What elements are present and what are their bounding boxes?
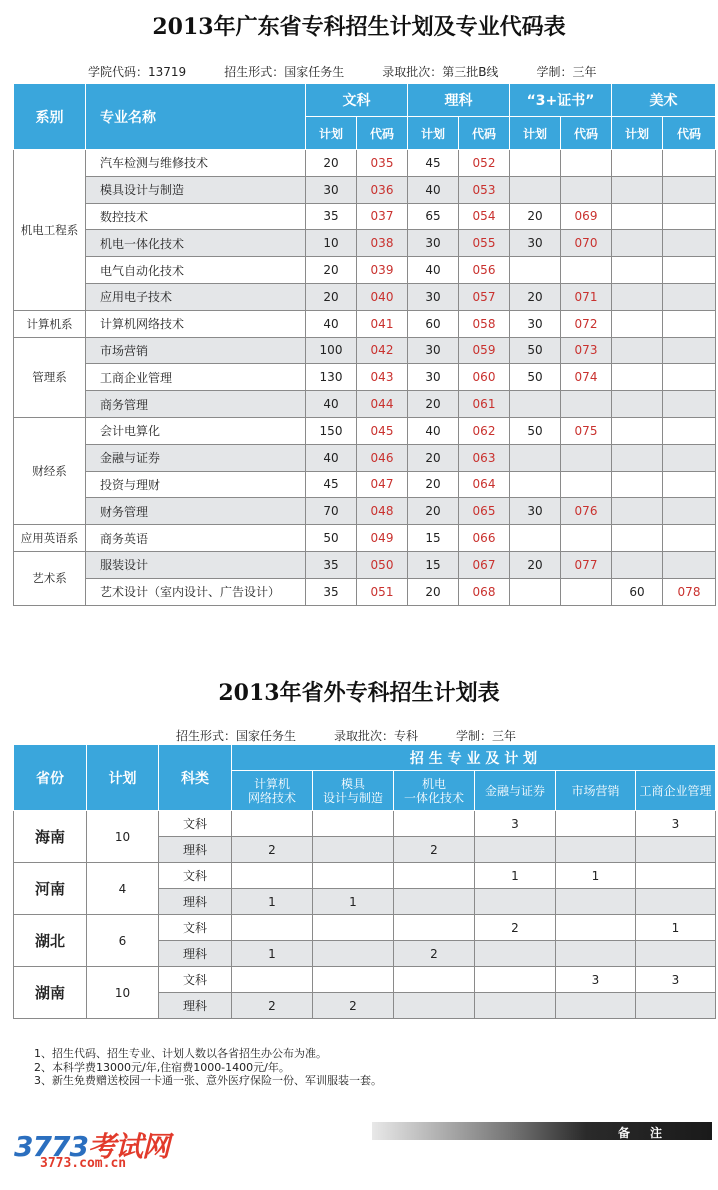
code-cell: 076 — [561, 498, 612, 525]
count-cell — [313, 967, 394, 993]
plan-cell: 30 — [408, 230, 459, 257]
code-cell: 042 — [357, 337, 408, 364]
code-cell — [663, 498, 716, 525]
plan-cell: 20 — [306, 150, 357, 177]
plan-cell — [510, 150, 561, 177]
code-cell — [663, 257, 716, 284]
count-cell: 2 — [394, 837, 475, 863]
header-prov: 省份 — [14, 745, 87, 811]
table-row — [14, 811, 716, 837]
header-code: 代码 — [561, 117, 612, 150]
count-cell — [636, 889, 716, 915]
code-cell: 044 — [357, 391, 408, 418]
plan-cell: 100 — [306, 337, 357, 364]
header-major — [313, 771, 394, 811]
note-line: 1、招生代码、招生专业、计划人数以各省招生办公布为准。 — [34, 1047, 327, 1060]
major-name: 电气自动化技术 — [86, 257, 306, 284]
code-cell: 078 — [663, 578, 716, 605]
plan-cell: 50 — [510, 337, 561, 364]
logo-text: 考试网 — [87, 1130, 169, 1163]
count-cell: 3 — [556, 967, 636, 993]
kind-cell: 文科 — [159, 811, 232, 837]
code-cell: 049 — [357, 525, 408, 552]
meta-guangdong — [88, 63, 634, 80]
major-name: 财务管理 — [86, 498, 306, 525]
plan-cell: 40 — [408, 176, 459, 203]
major-name: 模具设计与制造 — [86, 176, 306, 203]
plan-cell: 45 — [408, 150, 459, 177]
count-cell — [556, 837, 636, 863]
plan-cell: 30 — [408, 283, 459, 310]
plan-cell: 50 — [510, 364, 561, 391]
plan-cell — [510, 525, 561, 552]
count-cell — [232, 967, 313, 993]
plan-cell — [510, 176, 561, 203]
table-row — [14, 525, 716, 552]
plan-cell: 35 — [306, 551, 357, 578]
plan-cell: 30 — [306, 176, 357, 203]
count-cell — [556, 993, 636, 1019]
province-cell: 湖南 — [14, 967, 87, 1019]
plan-cell — [612, 257, 663, 284]
meta-item: 录取批次：第三批B线 — [382, 65, 499, 79]
header-code: 代码 — [663, 117, 716, 150]
plan-total-cell: 10 — [87, 967, 159, 1019]
plan-cell — [510, 391, 561, 418]
plan-cell: 20 — [306, 283, 357, 310]
header-group-cert: “3+证书” — [510, 84, 612, 117]
count-cell — [394, 889, 475, 915]
plan-cell: 40 — [408, 257, 459, 284]
count-cell: 2 — [232, 837, 313, 863]
count-cell: 1 — [636, 915, 716, 941]
code-cell — [663, 417, 716, 444]
code-cell: 062 — [459, 417, 510, 444]
header-major: 专业名称 — [86, 84, 306, 150]
code-cell: 039 — [357, 257, 408, 284]
header-group-art: 美术 — [612, 84, 716, 117]
kind-cell: 文科 — [159, 915, 232, 941]
table-row — [14, 417, 716, 444]
count-cell — [313, 941, 394, 967]
count-cell: 3 — [636, 811, 716, 837]
plan-cell: 30 — [408, 337, 459, 364]
count-cell — [475, 889, 556, 915]
count-cell: 3 — [475, 811, 556, 837]
code-cell — [561, 176, 612, 203]
code-cell: 043 — [357, 364, 408, 391]
plan-cell: 40 — [306, 444, 357, 471]
count-cell — [232, 811, 313, 837]
code-cell: 053 — [459, 176, 510, 203]
plan-total-cell: 4 — [87, 863, 159, 915]
count-cell — [313, 863, 394, 889]
code-cell — [663, 203, 716, 230]
dept-cell: 计算机系 — [14, 310, 86, 337]
count-cell: 1 — [556, 863, 636, 889]
plan-cell — [612, 498, 663, 525]
count-cell: 2 — [313, 993, 394, 1019]
count-cell — [556, 941, 636, 967]
code-cell — [561, 444, 612, 471]
header-major-line: 市场营销 — [571, 783, 620, 798]
province-cell: 河南 — [14, 863, 87, 915]
code-cell: 074 — [561, 364, 612, 391]
code-cell: 071 — [561, 283, 612, 310]
meta-outside — [176, 727, 554, 744]
plan-cell: 20 — [408, 444, 459, 471]
province-cell: 海南 — [14, 811, 87, 863]
plan-cell — [612, 337, 663, 364]
code-cell: 045 — [357, 417, 408, 444]
code-cell: 037 — [357, 203, 408, 230]
count-cell — [636, 863, 716, 889]
code-cell: 056 — [459, 257, 510, 284]
dept-cell: 管理系 — [14, 337, 86, 417]
code-cell — [663, 150, 716, 177]
code-cell: 041 — [357, 310, 408, 337]
header-plan: 计划 — [408, 117, 459, 150]
major-name: 商务管理 — [86, 391, 306, 418]
code-cell — [663, 525, 716, 552]
code-cell: 067 — [459, 551, 510, 578]
plan-cell — [510, 444, 561, 471]
code-cell: 065 — [459, 498, 510, 525]
code-cell — [663, 337, 716, 364]
plan-cell: 20 — [408, 578, 459, 605]
code-cell — [663, 444, 716, 471]
plan-cell: 65 — [408, 203, 459, 230]
table-row — [14, 578, 716, 605]
header-dept: 系别 — [14, 84, 86, 150]
code-cell: 050 — [357, 551, 408, 578]
plan-cell: 20 — [510, 551, 561, 578]
code-cell: 055 — [459, 230, 510, 257]
count-cell — [636, 941, 716, 967]
plan-cell: 30 — [510, 310, 561, 337]
code-cell: 038 — [357, 230, 408, 257]
plan-total-cell: 6 — [87, 915, 159, 967]
count-cell — [475, 967, 556, 993]
plan-cell — [612, 203, 663, 230]
meta-item: 学制：三年 — [456, 729, 517, 743]
header-major — [475, 771, 556, 811]
code-cell — [663, 391, 716, 418]
major-name: 数控技术 — [86, 203, 306, 230]
table-row — [14, 203, 716, 230]
code-cell: 052 — [459, 150, 510, 177]
plan-cell — [510, 257, 561, 284]
code-cell: 073 — [561, 337, 612, 364]
major-name: 会计电算化 — [86, 417, 306, 444]
plan-cell — [612, 283, 663, 310]
header-kind: 科类 — [159, 745, 232, 811]
title-outside: 2013年省外专科招生计划表 — [218, 680, 500, 706]
plan-cell: 50 — [510, 417, 561, 444]
count-cell: 1 — [313, 889, 394, 915]
province-cell: 湖北 — [14, 915, 87, 967]
kind-cell: 理科 — [159, 889, 232, 915]
code-cell — [663, 176, 716, 203]
plan-cell: 30 — [510, 230, 561, 257]
major-name: 金融与证券 — [86, 444, 306, 471]
dept-cell: 艺术系 — [14, 551, 86, 605]
code-cell: 047 — [357, 471, 408, 498]
major-name: 商务英语 — [86, 525, 306, 552]
count-cell — [475, 993, 556, 1019]
kind-cell: 理科 — [159, 993, 232, 1019]
header-major-line: 机电 — [421, 776, 446, 791]
major-name: 工商企业管理 — [86, 364, 306, 391]
plan-cell: 30 — [510, 498, 561, 525]
code-cell — [561, 150, 612, 177]
major-name: 市场营销 — [86, 337, 306, 364]
table-row — [14, 283, 716, 310]
code-cell: 060 — [459, 364, 510, 391]
plan-cell: 20 — [510, 203, 561, 230]
table-row — [14, 337, 716, 364]
table-row — [14, 498, 716, 525]
count-cell — [313, 811, 394, 837]
code-cell: 070 — [561, 230, 612, 257]
plan-cell — [510, 578, 561, 605]
header-group-wenke: 文科 — [306, 84, 408, 117]
header-major — [232, 771, 313, 811]
header-code: 代码 — [459, 117, 510, 150]
logo-number: 3773 — [14, 1130, 88, 1163]
plan-cell — [612, 471, 663, 498]
header-major-line: 金融与证券 — [484, 783, 545, 798]
count-cell — [394, 915, 475, 941]
code-cell — [561, 578, 612, 605]
dept-cell: 应用英语系 — [14, 525, 86, 552]
table-row — [14, 967, 716, 993]
plan-cell: 45 — [306, 471, 357, 498]
code-cell: 046 — [357, 444, 408, 471]
code-cell: 075 — [561, 417, 612, 444]
plan-cell: 20 — [510, 283, 561, 310]
code-cell: 059 — [459, 337, 510, 364]
count-cell — [313, 837, 394, 863]
plan-cell: 30 — [408, 364, 459, 391]
code-cell — [663, 310, 716, 337]
major-name: 机电一体化技术 — [86, 230, 306, 257]
code-cell — [561, 471, 612, 498]
count-cell — [313, 915, 394, 941]
table-row — [14, 150, 716, 177]
remarks-bar — [372, 1122, 712, 1140]
code-cell — [663, 471, 716, 498]
count-cell — [232, 863, 313, 889]
plan-cell — [612, 150, 663, 177]
table-row — [14, 257, 716, 284]
header-code: 代码 — [357, 117, 408, 150]
count-cell: 1 — [232, 889, 313, 915]
count-cell — [475, 837, 556, 863]
header-majors-group: 招 生 专 业 及 计 划 — [232, 745, 716, 771]
plan-cell: 40 — [306, 391, 357, 418]
count-cell: 3 — [636, 967, 716, 993]
plan-cell: 60 — [408, 310, 459, 337]
code-cell: 051 — [357, 578, 408, 605]
count-cell — [394, 863, 475, 889]
meta-item: 学制：三年 — [536, 65, 597, 79]
site-url: 3773.com.cn — [40, 1156, 127, 1171]
plan-cell — [612, 364, 663, 391]
code-cell: 035 — [357, 150, 408, 177]
code-cell: 066 — [459, 525, 510, 552]
code-cell — [663, 283, 716, 310]
header-plan: 计划 — [87, 745, 159, 811]
table-row — [14, 310, 716, 337]
plan-cell: 35 — [306, 203, 357, 230]
header-major — [394, 771, 475, 811]
count-cell: 1 — [475, 863, 556, 889]
major-name: 应用电子技术 — [86, 283, 306, 310]
dept-cell: 财经系 — [14, 417, 86, 524]
plan-cell: 35 — [306, 578, 357, 605]
code-cell: 072 — [561, 310, 612, 337]
code-cell: 064 — [459, 471, 510, 498]
plan-cell: 20 — [408, 471, 459, 498]
header-major-line: 计算机 — [253, 776, 290, 791]
plan-cell: 60 — [612, 578, 663, 605]
code-cell — [561, 257, 612, 284]
code-cell: 063 — [459, 444, 510, 471]
note-line: 3、新生免费赠送校园一卡通一张、意外医疗保险一份、军训服装一套。 — [34, 1074, 382, 1087]
meta-item: 招生形式：国家任务生 — [176, 729, 297, 743]
plan-total-cell: 10 — [87, 811, 159, 863]
title-guangdong: 2013年广东省专科招生计划及专业代码表 — [152, 14, 566, 40]
major-name: 服装设计 — [86, 551, 306, 578]
major-name: 艺术设计（室内设计、广告设计） — [86, 578, 306, 605]
dept-cell: 机电工程系 — [14, 150, 86, 311]
header-major-line: 模具 — [340, 776, 365, 791]
header-major-line: 一体化技术 — [403, 790, 464, 805]
count-cell — [556, 889, 636, 915]
notes — [34, 1047, 382, 1088]
plan-cell — [612, 444, 663, 471]
major-name: 计算机网络技术 — [86, 310, 306, 337]
count-cell — [394, 993, 475, 1019]
count-cell — [475, 941, 556, 967]
count-cell: 2 — [394, 941, 475, 967]
code-cell: 040 — [357, 283, 408, 310]
code-cell: 048 — [357, 498, 408, 525]
plan-cell — [612, 391, 663, 418]
header-plan: 计划 — [306, 117, 357, 150]
table-row — [14, 863, 716, 889]
kind-cell: 文科 — [159, 967, 232, 993]
code-cell — [561, 525, 612, 552]
plan-cell — [612, 176, 663, 203]
plan-cell: 130 — [306, 364, 357, 391]
code-cell — [561, 391, 612, 418]
count-cell: 2 — [232, 993, 313, 1019]
plan-cell — [612, 310, 663, 337]
count-cell — [636, 837, 716, 863]
code-cell: 069 — [561, 203, 612, 230]
header-plan: 计划 — [510, 117, 561, 150]
plan-cell: 10 — [306, 230, 357, 257]
code-cell: 068 — [459, 578, 510, 605]
kind-cell: 理科 — [159, 941, 232, 967]
count-cell — [636, 993, 716, 1019]
plan-cell — [510, 471, 561, 498]
plan-cell: 20 — [306, 257, 357, 284]
plan-cell: 20 — [408, 498, 459, 525]
code-cell: 036 — [357, 176, 408, 203]
meta-item: 录取批次：专科 — [334, 729, 419, 743]
header-plan: 计划 — [612, 117, 663, 150]
plan-cell — [612, 525, 663, 552]
table-row — [14, 391, 716, 418]
meta-item: 学院代码：13719 — [88, 65, 187, 79]
count-cell — [556, 811, 636, 837]
count-cell — [556, 915, 636, 941]
plan-cell: 20 — [408, 391, 459, 418]
meta-item: 招生形式：国家任务生 — [224, 65, 345, 79]
code-cell: 061 — [459, 391, 510, 418]
major-name: 投资与理财 — [86, 471, 306, 498]
plan-cell — [612, 417, 663, 444]
plan-cell: 150 — [306, 417, 357, 444]
count-cell — [394, 811, 475, 837]
table-row — [14, 176, 716, 203]
table-row — [14, 551, 716, 578]
header-major-line: 网络技术 — [247, 790, 296, 805]
plan-cell: 15 — [408, 551, 459, 578]
table-row — [14, 230, 716, 257]
header-major-line: 设计与制造 — [322, 790, 383, 805]
table-row — [14, 915, 716, 941]
code-cell — [663, 364, 716, 391]
plan-cell: 50 — [306, 525, 357, 552]
table-row — [14, 444, 716, 471]
remarks-label: 备注 — [617, 1126, 682, 1140]
header-group-like: 理科 — [408, 84, 510, 117]
code-cell: 054 — [459, 203, 510, 230]
count-cell: 1 — [232, 941, 313, 967]
kind-cell: 理科 — [159, 837, 232, 863]
major-name: 汽车检测与维修技术 — [86, 150, 306, 177]
count-cell: 2 — [475, 915, 556, 941]
plan-cell: 40 — [306, 310, 357, 337]
plan-cell: 70 — [306, 498, 357, 525]
note-line: 2、本科学费13000元/年,住宿费1000-1400元/年。 — [34, 1060, 290, 1074]
plan-cell — [612, 230, 663, 257]
kind-cell: 文科 — [159, 863, 232, 889]
table-row — [14, 364, 716, 391]
count-cell — [232, 915, 313, 941]
code-cell: 077 — [561, 551, 612, 578]
plan-cell: 15 — [408, 525, 459, 552]
guangdong-plan-table — [13, 83, 716, 606]
plan-cell: 40 — [408, 417, 459, 444]
header-major — [556, 771, 636, 811]
code-cell: 057 — [459, 283, 510, 310]
code-cell — [663, 551, 716, 578]
code-cell — [663, 230, 716, 257]
plan-cell — [612, 551, 663, 578]
table-row — [14, 471, 716, 498]
header-major — [636, 771, 716, 811]
count-cell — [394, 967, 475, 993]
header-major-line: 工商企业管理 — [639, 783, 712, 798]
outside-plan-table — [13, 744, 716, 1019]
code-cell: 058 — [459, 310, 510, 337]
